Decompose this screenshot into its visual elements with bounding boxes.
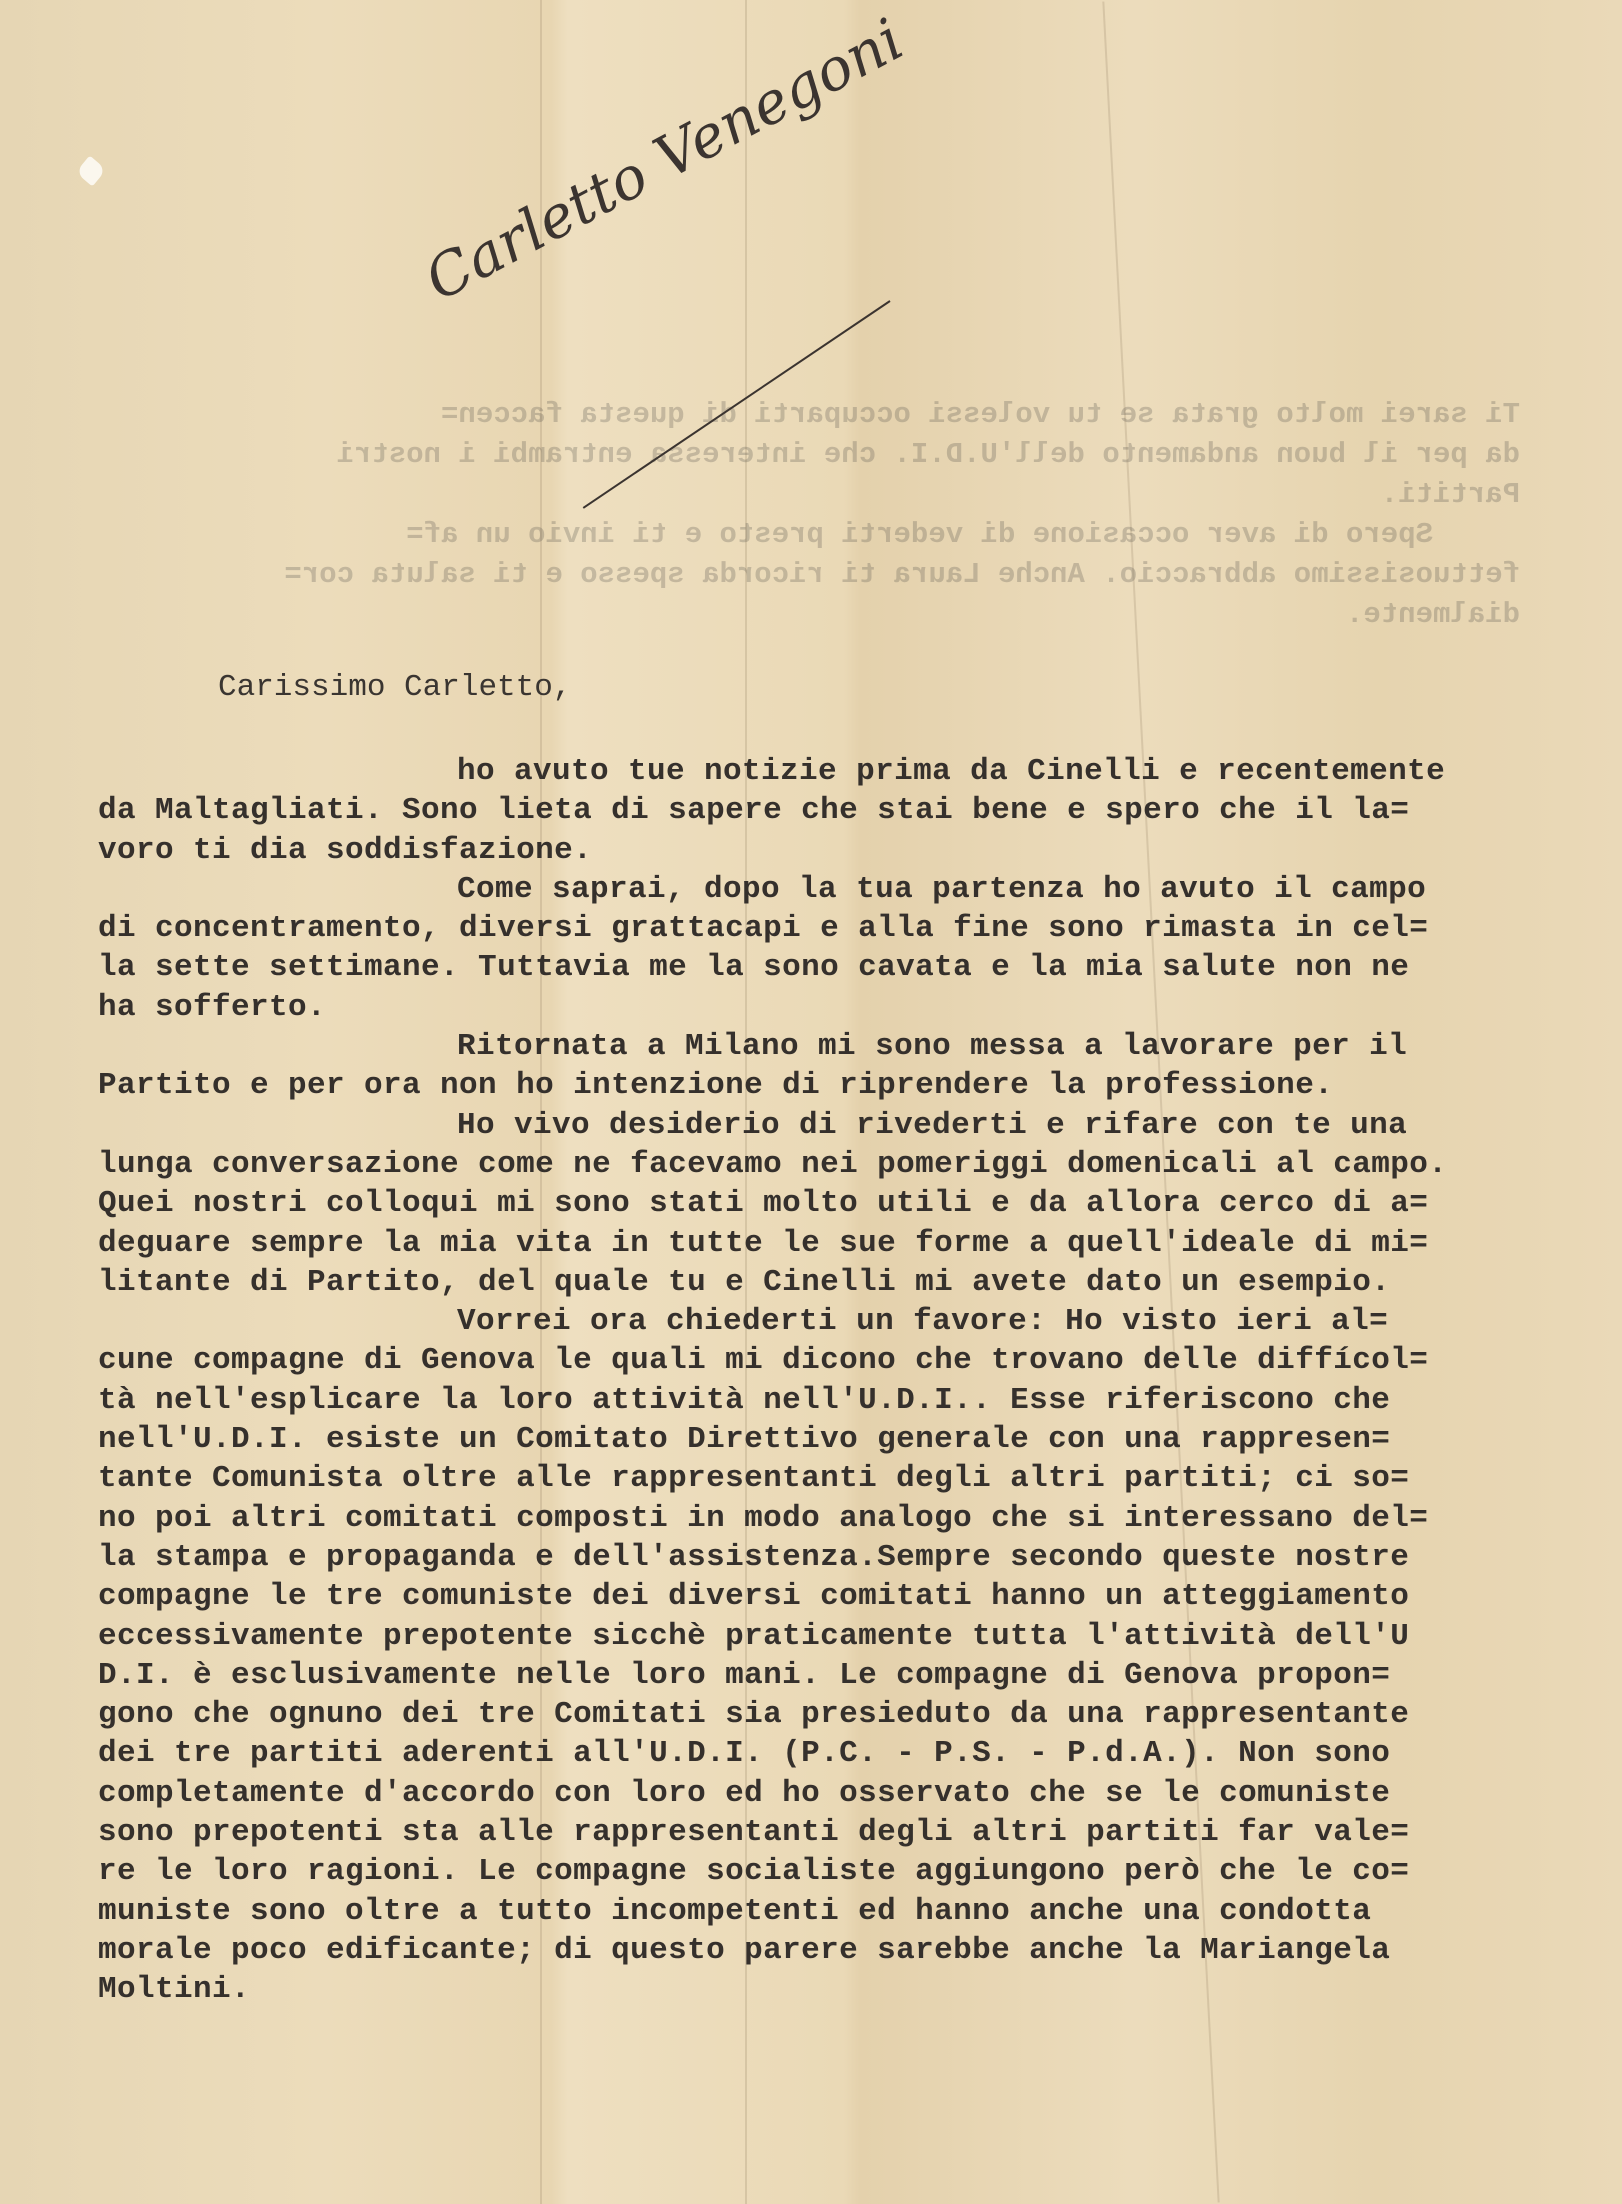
letter-line: voro ti dia soddisfazione. — [98, 832, 593, 868]
letter-line: Come saprai, dopo la tua partenza ho avuto il campo — [457, 871, 1427, 907]
bleed-line: Ti sarei molto grata se tu volessi occuparti di questa faccen= — [441, 398, 1520, 431]
letter-line: lunga conversazione come ne facevamo nei pomeriggi domenicali al campo. — [98, 1146, 1448, 1182]
letter-line: la stampa e propaganda e dell'assistenza.Sempre secondo queste nostre — [98, 1539, 1410, 1575]
letter-line: compagne le tre comuniste dei diversi comitati hanno un atteggiamento — [98, 1579, 1410, 1615]
reverse-side-bleed-through — [60, 395, 1520, 635]
letter-line: completamente d'accordo con loro ed ho osservato che se le comuniste — [98, 1775, 1391, 1811]
bleed-line: Partiti. — [1380, 478, 1520, 511]
letter-line: da Maltagliati. Sono lieta di sapere che stai bene e spero che il la= — [98, 793, 1410, 829]
letter-line: Ritornata a Milano mi sono messa a lavorare per il — [457, 1029, 1408, 1065]
letter-line: ho avuto tue notizie prima da Cinelli e recentemente — [457, 754, 1446, 789]
letter-line: sono prepotenti sta alle rappresentanti degli altri partiti far vale= — [98, 1815, 1410, 1851]
letter-line: gono che ognuno dei tre Comitati sia presieduto da una rappresentante — [98, 1697, 1410, 1733]
bleed-line: Spero di aver occasione di vederti presto e ti invio un af= — [406, 518, 1520, 551]
handwritten-annotation: Carletto Venegoni — [414, 5, 914, 315]
letter-line: Quei nostri colloqui mi sono stati molto utili e da allora cerco di a= — [98, 1186, 1429, 1222]
letter-line: re le loro ragioni. Le compagne socialiste aggiungono però che le co= — [98, 1854, 1410, 1890]
paper-damage-mark — [76, 156, 107, 187]
letter-line: deguare sempre la mia vita in tutte le sue forme a quell'ideale di mi= — [98, 1225, 1429, 1261]
letter-line: Moltini. — [98, 1972, 251, 2008]
letter-line: muniste sono oltre a tutto incompetenti ed hanno anche una condotta — [98, 1893, 1372, 1929]
letter-line: Partito e per ora non ho intenzione di riprendere la professione. — [98, 1068, 1334, 1104]
letter-line: di concentramento, diversi grattacapi e alla fine sono rimasta in cel= — [98, 911, 1429, 947]
letter-line: Ho vivo desiderio di rivederti e rifare con te una — [457, 1107, 1408, 1143]
letter-line: tà nell'esplicare la loro attività nell'U.D.I.. Esse riferiscono che — [98, 1382, 1391, 1418]
letter-line: morale poco edificante; di questo parere sarebbe anche la Mariangela — [98, 1932, 1391, 1968]
letter-line: dei tre partiti aderenti all'U.D.I. (P.C. - P.S. - P.d.A.). Non sono — [98, 1736, 1391, 1772]
letter-line: D.I. è esclusivamente nelle loro mani. Le compagne di Genova propon= — [98, 1657, 1391, 1693]
letter-line: cune compagne di Genova le quali mi dicono che trovano delle diffícol= — [98, 1343, 1429, 1379]
letter-line: ha sofferto. — [98, 989, 327, 1025]
letter-line: nell'U.D.I. esiste un Comitato Direttivo generale con una rappresen= — [98, 1422, 1391, 1458]
bleed-line: dialmente. — [1345, 598, 1520, 631]
letter-body — [98, 752, 1498, 2010]
bleed-line: da per il buon andamento dell'U.D.I. che interessa entrambi i nostri — [336, 438, 1520, 471]
letter-line: tante Comunista oltre alle rappresentanti degli altri partiti; ci so= — [98, 1461, 1410, 1497]
letter-line: Vorrei ora chiederti un favore: Ho visto ieri al= — [457, 1304, 1389, 1340]
letter-line: eccessivamente prepotente sicchè praticamente tutta l'attività dell'U — [98, 1618, 1410, 1654]
letter-line: la sette settimane. Tuttavia me la sono cavata e la mia salute non ne — [98, 950, 1410, 986]
letter-line: no poi altri comitati composti in modo analogo che si interessano del= — [98, 1500, 1429, 1536]
letter-line: litante di Partito, del quale tu e Cinelli mi avete dato un esempio. — [98, 1264, 1391, 1300]
bleed-line: fettuosissimo abbraccio. Anche Laura ti ricorda spesso e ti saluta cor= — [284, 558, 1520, 591]
salutation: Carissimo Carletto, — [218, 670, 572, 705]
